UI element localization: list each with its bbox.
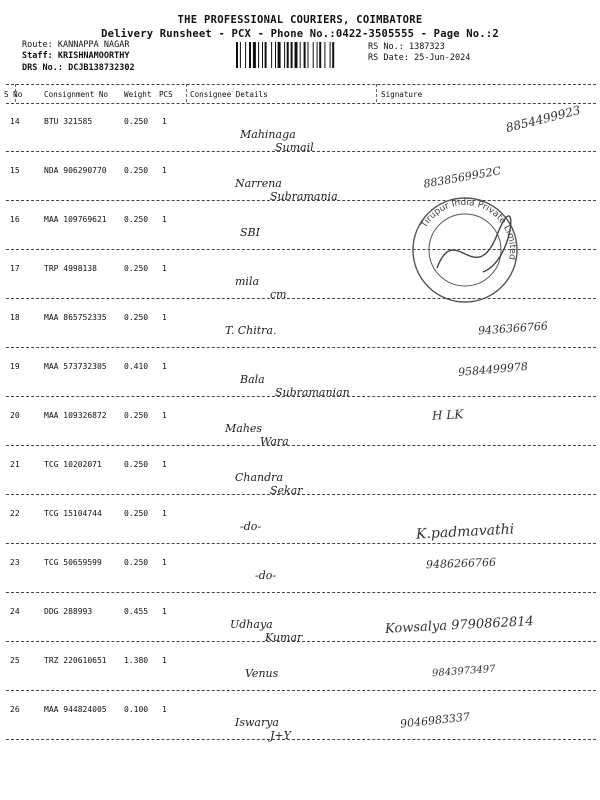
row-consignee-handwriting: Mahes <box>225 422 263 435</box>
row-consignment-no: TCG 15104744 <box>44 509 102 518</box>
table-top-rule <box>6 84 596 85</box>
row-pcs: 1 <box>162 558 167 567</box>
row-sno: 18 <box>10 313 20 322</box>
drs-value: DCJB138732302 <box>68 63 135 73</box>
row-consignment-no: MAA 573732305 <box>44 362 107 371</box>
barcode-bar <box>313 42 314 68</box>
column-divider <box>186 84 187 102</box>
row-pcs: 1 <box>162 607 167 616</box>
row-sno: 20 <box>10 411 20 420</box>
row-sno: 16 <box>10 215 20 224</box>
row-sno: 14 <box>10 117 20 126</box>
barcode-bar <box>324 42 325 68</box>
row-consignee-handwriting: Kumar <box>265 631 303 644</box>
row-consignee-handwriting: -do- <box>255 569 277 582</box>
row-consignee-handwriting: Udhaya <box>230 618 273 631</box>
row-pcs: 1 <box>162 705 167 714</box>
row-consignee-handwriting: Narrena <box>235 177 282 190</box>
row-sno: 24 <box>10 607 20 616</box>
company-name: THE PROFESSIONAL COURIERS, COIMBATORE <box>177 14 423 26</box>
row-sno: 19 <box>10 362 20 371</box>
row-weight: 0.250 <box>124 411 149 420</box>
row-signature-handwriting: 8838569952C <box>422 164 502 191</box>
row-consignment-no: MAA 944824005 <box>44 705 107 714</box>
drs-info <box>22 63 135 73</box>
row-pcs: 1 <box>162 509 167 518</box>
barcode-bar <box>262 42 263 68</box>
rs-date-label: RS Date: <box>368 53 409 63</box>
row-consignee-handwriting: J+Y <box>270 729 291 742</box>
row-signature-handwriting: H LK <box>431 407 464 423</box>
row-consignment-no: MAA 109769621 <box>44 215 107 224</box>
row-consignment-no: MAA 865752335 <box>44 313 107 322</box>
barcode-bar <box>300 42 301 68</box>
barcode-bar <box>330 42 331 68</box>
row-pcs: 1 <box>162 117 167 126</box>
col-header-consignment: Consignment No <box>44 90 109 99</box>
barcode-bar <box>291 42 293 68</box>
row-pcs: 1 <box>162 411 167 420</box>
row-signature-handwriting: 9584499978 <box>457 359 529 380</box>
row-consignee-handwriting: Wara <box>260 435 289 448</box>
row-divider <box>6 543 596 544</box>
row-sno: 22 <box>10 509 20 518</box>
row-consignee-handwriting: SBI <box>240 226 260 239</box>
row-consignment-no: TCG 10202071 <box>44 460 102 469</box>
barcode-bar <box>271 42 272 68</box>
row-divider <box>6 690 596 691</box>
row-divider <box>6 347 596 348</box>
row-pcs: 1 <box>162 166 167 175</box>
row-consignee-handwriting: Iswarya <box>235 716 279 729</box>
row-consignment-no: NDA 906290770 <box>44 166 107 175</box>
row-consignment-no: TRP 4998138 <box>44 264 97 273</box>
barcode-bar <box>240 42 241 68</box>
barcode-bar <box>319 42 321 68</box>
row-consignee-handwriting: Sekar <box>270 484 303 497</box>
row-divider <box>6 151 596 152</box>
row-weight: 0.250 <box>124 264 149 273</box>
row-consignee-handwriting: cm <box>270 288 287 301</box>
col-header-signature: Signature <box>381 90 423 99</box>
col-header-weight: Weight <box>124 90 152 99</box>
row-consignment-no: BTU 321585 <box>44 117 93 126</box>
row-weight: 0.250 <box>124 117 149 126</box>
staff-info <box>22 51 130 61</box>
col-header-pcs: PCS <box>159 90 173 99</box>
row-weight: 0.250 <box>124 166 149 175</box>
row-weight: 0.250 <box>124 215 149 224</box>
staff-label: Staff: <box>22 51 53 61</box>
rs-number-label: RS No.: <box>368 42 404 52</box>
row-signature-handwriting: 8854499923 <box>504 102 582 136</box>
row-consignee-handwriting: Chandra <box>235 471 284 484</box>
row-signature-handwriting: 9046983337 <box>399 710 471 731</box>
drs-label: DRS No.: <box>22 63 63 73</box>
row-weight: 0.250 <box>124 558 149 567</box>
barcode-bar <box>249 42 251 68</box>
row-sno: 25 <box>10 656 20 665</box>
row-consignment-no: TRZ 220610651 <box>44 656 107 665</box>
row-signature-handwriting: 9486266766 <box>425 555 497 572</box>
company-seal-stamp <box>385 180 545 320</box>
row-divider <box>6 592 596 593</box>
route-label: Route: <box>22 40 53 50</box>
rs-number-value: 1387323 <box>408 42 445 52</box>
row-sno: 26 <box>10 705 20 714</box>
row-consignee-handwriting: Subramania <box>270 190 338 203</box>
row-weight: 0.410 <box>124 362 149 371</box>
barcode-image <box>236 42 362 68</box>
row-consignment-no: TCG 50659599 <box>44 558 102 567</box>
route-value: KANNAPPA NAGAR <box>57 40 130 50</box>
row-consignee-handwriting: -do- <box>240 520 262 533</box>
row-weight: 0.455 <box>124 607 149 616</box>
row-pcs: 1 <box>162 362 167 371</box>
barcode-bar <box>304 42 306 68</box>
row-pcs: 1 <box>162 313 167 322</box>
row-pcs: 1 <box>162 215 167 224</box>
row-consignment-no: DDG 288993 <box>44 607 93 616</box>
row-sno: 15 <box>10 166 20 175</box>
row-consignee-handwriting: Subramanian <box>275 386 350 399</box>
row-divider <box>6 445 596 446</box>
row-weight: 0.250 <box>124 313 149 322</box>
barcode-bar <box>258 42 259 68</box>
row-weight: 1.380 <box>124 656 149 665</box>
row-consignee-handwriting: mila <box>235 275 260 288</box>
row-divider <box>6 396 596 397</box>
row-divider <box>6 739 596 740</box>
barcode-bar <box>317 42 318 68</box>
row-pcs: 1 <box>162 656 167 665</box>
barcode-bar <box>236 42 238 68</box>
row-signature-handwriting: 9436366766 <box>477 319 549 338</box>
barcode-bar <box>265 42 267 68</box>
row-weight: 0.100 <box>124 705 149 714</box>
barcode-bar <box>332 42 334 68</box>
row-signature-handwriting: 9843973497 <box>431 663 496 680</box>
barcode-bar <box>284 42 285 68</box>
barcode-bar <box>245 42 246 68</box>
row-consignee-handwriting: Mahinaga <box>240 128 296 141</box>
row-signature-handwriting: K.padmavathi <box>415 521 515 543</box>
row-divider <box>6 641 596 642</box>
row-sno: 21 <box>10 460 20 469</box>
row-consignee-handwriting: Sumail <box>275 141 314 154</box>
row-consignee-handwriting: T. Chitra. <box>225 324 277 337</box>
barcode-bar <box>295 42 298 68</box>
row-weight: 0.250 <box>124 460 149 469</box>
row-weight: 0.250 <box>124 509 149 518</box>
rs-date-info <box>368 53 470 63</box>
row-pcs: 1 <box>162 460 167 469</box>
barcode-bar <box>308 42 309 68</box>
seal-text: Tirupur India Private Limited <box>419 197 518 261</box>
row-sno: 17 <box>10 264 20 273</box>
row-sno: 23 <box>10 558 20 567</box>
row-consignee-handwriting: Bala <box>240 373 265 386</box>
row-pcs: 1 <box>162 264 167 273</box>
barcode-bar <box>275 42 276 68</box>
barcode-bar <box>278 42 281 68</box>
row-signature-handwriting: Kowsalya 9790862814 <box>384 614 535 637</box>
col-header-sno: S No <box>4 90 23 99</box>
column-divider <box>376 84 377 102</box>
staff-value: KRISHNAMOORTHY <box>57 51 130 61</box>
col-header-consignee: Consignee Details <box>190 90 268 99</box>
row-consignment-no: MAA 109326872 <box>44 411 107 420</box>
barcode-bar <box>287 42 289 68</box>
header-bottom-rule <box>6 103 596 104</box>
rs-number-info <box>368 42 445 52</box>
runsheet-subtitle: Delivery Runsheet - PCX - Phone No.:0422-3505555 - Page No.:2 <box>101 28 499 40</box>
row-consignee-handwriting: Venus <box>245 667 279 680</box>
route-info <box>22 40 130 50</box>
rs-date-value: 25-Jun-2024 <box>414 53 471 63</box>
row-divider <box>6 494 596 495</box>
barcode-bar <box>253 42 256 68</box>
